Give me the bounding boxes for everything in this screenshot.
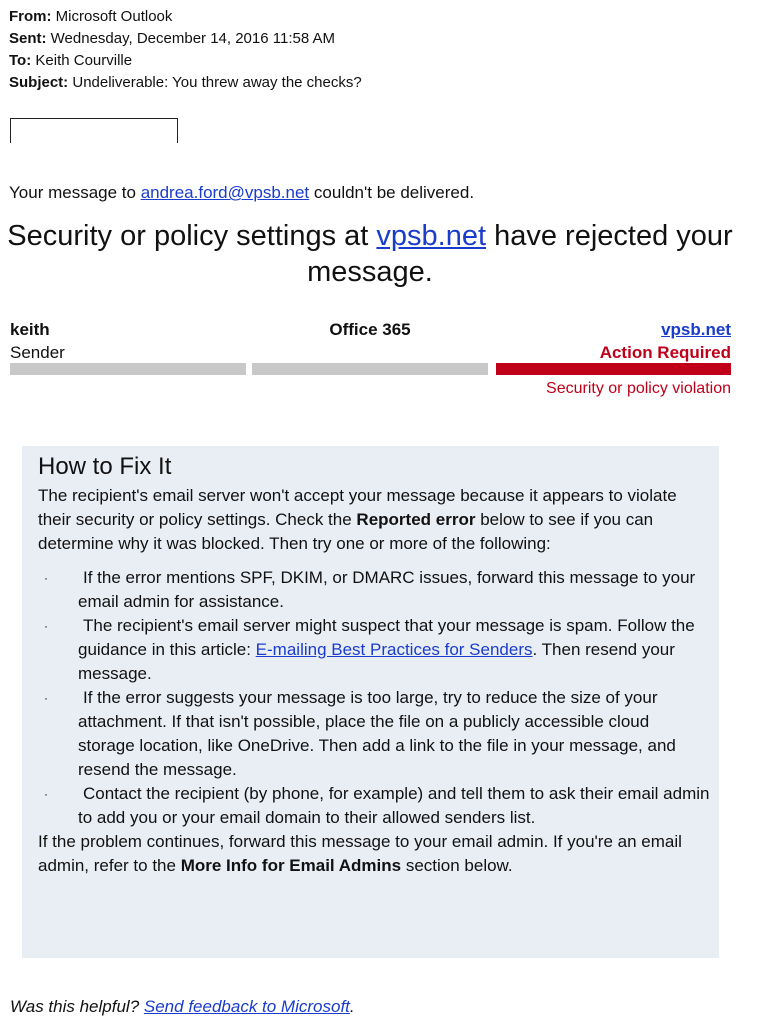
feedback-line — [10, 996, 355, 1018]
notice-pre: Your message to — [9, 183, 136, 202]
image-placeholder — [10, 118, 178, 143]
subject-label: Subject: — [9, 74, 69, 91]
recipient-email-link[interactable]: andrea.ford@vpsb.net — [140, 183, 310, 202]
from-row — [9, 6, 362, 28]
headline-domain-link[interactable]: vpsb.net — [376, 220, 487, 252]
fix-intro — [38, 484, 710, 556]
sender-column — [10, 318, 65, 364]
sender-status-bar — [10, 363, 246, 375]
sent-value: Wednesday, December 14, 2016 11:58 AM — [50, 30, 336, 47]
list-item — [38, 782, 710, 830]
sender-name: keith — [10, 320, 50, 339]
bullet-icon: · — [44, 619, 48, 633]
headline-post: have rejected your message. — [307, 220, 733, 288]
fix-intro-pre: The recipient's email server won't accept your message because it appears to violate their security or policy settings. Check the — [38, 486, 677, 529]
fix-closing-post: section below. — [405, 856, 513, 875]
list-item-text: Contact the recipient (by phone, for example) and tell them to ask their email admin to add you or your email domain to their allowed senders list. — [78, 784, 710, 827]
sent-row — [9, 28, 362, 50]
to-label: To: — [9, 52, 32, 69]
to-row — [9, 50, 362, 72]
violation-label: Security or policy violation — [546, 380, 731, 397]
recipient-domain-link[interactable]: vpsb.net — [661, 320, 731, 339]
bullet-icon: · — [44, 571, 48, 585]
subject-value: Undeliverable: You threw away the checks? — [72, 74, 362, 91]
best-practices-link[interactable]: E-mailing Best Practices for Senders — [255, 640, 533, 659]
how-to-fix-panel — [22, 446, 719, 958]
recipient-status-bar — [496, 363, 731, 375]
list-item-text-end: . Then resend your message. — [78, 640, 675, 683]
notice-post: couldn't be delivered. — [313, 183, 475, 202]
list-item-text: If the error mentions SPF, DKIM, or DMARC issues, forward this message to your email admin for assistance. — [78, 568, 696, 611]
send-feedback-link[interactable]: Send feedback to Microsoft — [143, 997, 350, 1016]
service-status-bar — [252, 363, 488, 375]
list-item — [38, 686, 710, 782]
feedback-end: . — [349, 997, 355, 1016]
sender-role: Sender — [10, 343, 65, 362]
to-value: Keith Courville — [35, 52, 133, 69]
email-header — [9, 6, 362, 94]
headline-pre: Security or policy settings at — [7, 220, 369, 252]
action-required-label: Action Required — [599, 343, 731, 362]
how-to-fix-title: How to Fix It — [38, 453, 172, 480]
fix-closing — [38, 830, 710, 878]
from-value: Microsoft Outlook — [55, 8, 173, 25]
fix-intro-post: below to see if you can determine why it was blocked. Then try one or more of the following: — [38, 510, 654, 553]
fix-intro-bold: Reported error — [356, 510, 476, 529]
feedback-question: Was this helpful? — [10, 997, 140, 1016]
sent-label: Sent: — [9, 30, 47, 47]
bullet-icon: · — [44, 691, 48, 705]
list-item-text: The recipient's email server might suspect that your message is spam. Follow the guidance in this article: — [78, 616, 695, 659]
delivery-notice — [9, 181, 474, 205]
service-name: Office 365 — [329, 320, 411, 339]
recipient-column — [496, 318, 731, 364]
list-item — [38, 566, 710, 614]
list-item-text: If the error suggests your message is too large, try to reduce the size of your attachment. If that isn't possible, place the file on a publicly accessible cloud storage location, like OneDrive. Then add a link to the file in your message, and resend the message. — [78, 688, 676, 779]
fix-steps-list — [38, 566, 710, 830]
fix-closing-bold: More Info for Email Admins — [180, 856, 402, 875]
from-label: From: — [9, 8, 52, 25]
list-item — [38, 614, 710, 686]
fix-closing-pre: If the problem continues, forward this message to your email admin. If you're an email admin, refer to the — [38, 832, 682, 875]
bullet-icon: · — [44, 787, 48, 801]
service-column — [252, 318, 488, 341]
rejection-headline — [0, 218, 740, 290]
subject-row — [9, 72, 362, 94]
